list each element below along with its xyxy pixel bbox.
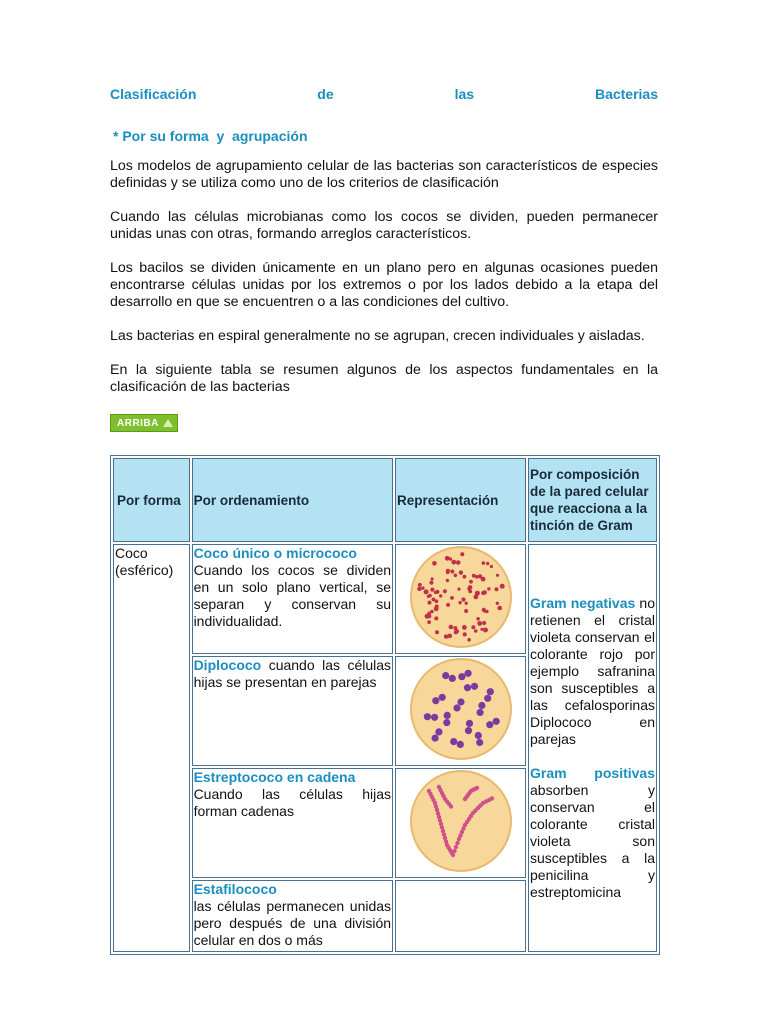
coccus xyxy=(450,570,454,574)
coccus xyxy=(489,565,492,568)
coccus xyxy=(428,594,432,598)
header-forma: Por forma xyxy=(113,458,190,542)
representation-cell xyxy=(395,656,526,766)
coccus xyxy=(460,552,464,556)
coccus xyxy=(468,590,472,594)
diplococcus-cell xyxy=(456,741,463,748)
coccus xyxy=(451,560,456,565)
coccus xyxy=(453,630,457,634)
coccus xyxy=(455,560,460,565)
coccus xyxy=(446,603,450,607)
coccus xyxy=(448,625,453,630)
diplococcus-cell xyxy=(476,709,483,716)
classification-table xyxy=(110,455,660,955)
coccus xyxy=(427,601,431,605)
diplococcus-cell xyxy=(431,714,438,721)
coccus xyxy=(461,597,465,601)
coccus xyxy=(429,581,433,585)
diplococcus-cell xyxy=(478,702,485,709)
diplococcus-cell xyxy=(492,718,499,725)
coccus xyxy=(467,638,471,642)
coccus xyxy=(495,602,498,605)
diplococcus-cell xyxy=(457,698,464,705)
representation-cell xyxy=(395,768,526,878)
title-word: las xyxy=(454,86,475,102)
coccus xyxy=(462,575,466,579)
arrangement-name: Coco único o micrococo xyxy=(193,545,357,561)
diplococcus-cell xyxy=(431,735,438,742)
header-gram: Por composición de la pared celular que reacciona a la tinción de Gram xyxy=(528,458,657,542)
diplococcus-cell xyxy=(443,719,450,726)
coccus xyxy=(433,606,438,611)
page-title xyxy=(110,86,658,102)
header-ordenamiento: Por ordenamiento xyxy=(192,458,393,542)
plate xyxy=(411,771,511,871)
arrangement-name: Estafilococo xyxy=(193,881,277,897)
diplococcus-cell xyxy=(450,738,457,745)
coccus xyxy=(424,614,429,619)
diplococcus-cell xyxy=(458,673,465,680)
diplococcus-cell xyxy=(423,713,430,720)
ordenamiento-cell xyxy=(192,544,393,654)
diplococcus-cell xyxy=(443,712,450,719)
title-word: Bacterias xyxy=(594,86,658,102)
coccus xyxy=(427,620,431,624)
ordenamiento-cell xyxy=(192,656,393,766)
coccus xyxy=(462,625,467,630)
arrangement-desc: las células permanecen unidas pero después de una división celular en dos o más xyxy=(193,898,392,948)
coccus xyxy=(462,632,466,636)
diplococcus-cell xyxy=(476,739,483,746)
coccus xyxy=(458,570,462,574)
arrangement-desc: Cuando las células hijas forman cadenas xyxy=(193,786,392,819)
coccus xyxy=(464,609,468,613)
coccus xyxy=(474,591,479,596)
streptococcus-bead xyxy=(448,804,452,808)
plate xyxy=(411,547,511,647)
coccus xyxy=(495,574,498,577)
coccus xyxy=(469,580,473,584)
paragraph: Los bacilos se dividen únicamente en un plano pero en algunas ocasiones pueden encontrarse células unidas por los extremos o por los lados debido a la etapa del desarrollo en que se encuentren o a las condiciones del cultivo. xyxy=(110,260,658,310)
coccus xyxy=(457,588,460,591)
forma-cell: Coco (esférico) xyxy=(113,544,190,952)
coccus xyxy=(432,561,437,566)
table-header-row xyxy=(113,458,657,542)
streptococcus-bead xyxy=(450,853,454,857)
coccus xyxy=(453,574,457,578)
arrangement-name: Estreptococo en cadena xyxy=(193,769,356,785)
coccus xyxy=(439,594,442,597)
coccus xyxy=(482,621,486,625)
coccus xyxy=(473,629,477,633)
coccus xyxy=(458,601,461,604)
ordenamiento-cell xyxy=(192,768,393,878)
coccus xyxy=(486,562,489,565)
representation-cell xyxy=(395,880,526,952)
diplococcus-cell xyxy=(464,727,471,734)
arrangement-name: Diplococo xyxy=(193,657,262,673)
coccus xyxy=(477,621,482,626)
coccus xyxy=(445,579,448,582)
streptococcus-bead xyxy=(452,849,456,853)
arriba-label: ARRIBA xyxy=(117,417,159,429)
coccus xyxy=(499,584,504,589)
section-subtitle: * Por su forma y agrupación xyxy=(113,128,308,144)
coccus xyxy=(448,557,451,560)
diplococcus-cell xyxy=(453,704,460,711)
diplococcus-cell xyxy=(470,683,477,690)
gram-negative-text: no retienen el cristal violeta conservan el colorante rojo por ejemplo safranina son susceptibles a las cefalosporinas Diplococo en parejas xyxy=(530,595,655,747)
coccus xyxy=(494,587,498,591)
arrangement-desc: cuando las células hijas se presentan en parejas xyxy=(193,657,392,690)
table-row xyxy=(113,544,657,654)
coccus xyxy=(481,608,485,612)
arriba-button[interactable] xyxy=(110,414,178,432)
gram-positive-label: Gram positivas xyxy=(530,765,655,781)
coccus xyxy=(483,628,488,633)
diplococcus-cell xyxy=(486,721,493,728)
streptococcus-bead xyxy=(489,796,493,800)
coccus xyxy=(442,589,446,593)
document-body xyxy=(110,86,658,432)
coccus xyxy=(423,589,428,594)
diplococcus-cell xyxy=(448,675,455,682)
gram-cell xyxy=(528,544,657,952)
coccus xyxy=(471,574,475,578)
estreptococo-image xyxy=(409,769,513,873)
streptococcus-bead xyxy=(453,845,457,849)
gram-negative-label: Gram negativas xyxy=(530,595,636,611)
diplococcus-cell xyxy=(465,720,472,727)
representation-cell xyxy=(395,544,526,654)
streptococcus-bead xyxy=(474,786,478,790)
coccus xyxy=(433,591,436,594)
coccus xyxy=(445,570,449,574)
coccus xyxy=(464,602,467,605)
coccus xyxy=(476,617,480,621)
coccus xyxy=(447,634,452,639)
paragraph: Los modelos de agrupamiento celular de las bacterias son característicos de especies definidas y se utiliza como uno de los criterios de clasificación xyxy=(110,158,658,191)
title-word: Clasificación xyxy=(110,86,197,102)
coccus xyxy=(480,628,483,631)
coccus xyxy=(487,587,490,590)
coccus xyxy=(430,577,433,580)
arrow-up-icon xyxy=(163,419,173,427)
diplococcus-cell xyxy=(435,728,442,735)
coccus xyxy=(417,583,421,587)
diplococcus-cell xyxy=(474,732,481,739)
paragraph: Cuando las células microbianas como los cocos se dividen, pueden permanecer unidas unas con otras, formando arreglos característicos. xyxy=(110,209,658,242)
diplococcus-cell xyxy=(438,694,445,701)
streptococcus-bead xyxy=(455,841,459,845)
diplococcus-cell xyxy=(484,695,491,702)
gram-positive-text: absorben y conservan el colorante cristal violeta son susceptibles a la penicilina y estreptomicina xyxy=(530,782,655,900)
coccus xyxy=(430,610,434,614)
ordenamiento-cell xyxy=(192,880,393,952)
diplococcus-cell xyxy=(432,697,439,704)
coccus xyxy=(481,561,485,565)
paragraph: En la siguiente tabla se resumen algunos de los aspectos fundamentales en la clasificación de las bacterias xyxy=(110,362,658,395)
coccus xyxy=(497,606,502,611)
diplococcus-cell xyxy=(463,684,470,691)
coccus xyxy=(421,586,424,589)
diplococcus-cell xyxy=(442,672,449,679)
diplococo-image xyxy=(409,657,513,761)
title-word: de xyxy=(317,86,334,102)
coccus xyxy=(417,587,421,591)
arrangement-desc: Cuando los cocos se dividen en un solo plano vertical, se separan y conservan su individualidad. xyxy=(193,562,392,629)
coccus xyxy=(431,598,435,602)
coccus xyxy=(450,596,454,600)
coccus xyxy=(481,591,485,595)
coccus xyxy=(478,574,482,578)
coccus xyxy=(430,588,434,592)
diplococcus-cell xyxy=(464,670,471,677)
diplococcus-cell xyxy=(486,688,493,695)
coccus xyxy=(471,625,475,629)
coccus xyxy=(435,630,439,634)
coccus xyxy=(467,585,472,590)
paragraph: Las bacterias en espiral generalmente no se agrupan, crecen individuales y aisladas. xyxy=(110,328,645,344)
coccus xyxy=(434,616,438,620)
micrococo-image xyxy=(409,545,513,649)
header-representacion: Representación xyxy=(395,458,526,542)
